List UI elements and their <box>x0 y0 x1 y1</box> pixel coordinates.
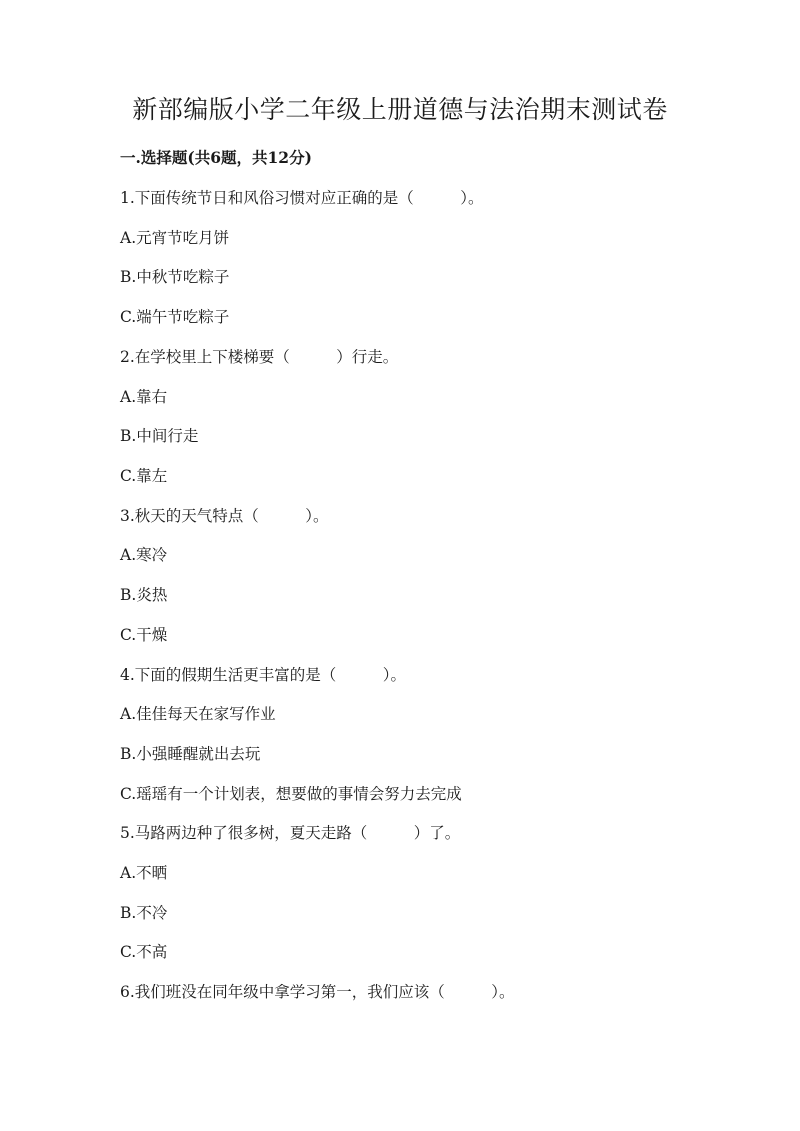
question-option: C.干燥 <box>120 626 168 644</box>
question-option: B.炎热 <box>120 586 168 604</box>
question-stem: 1.下面传统节日和风俗习惯对应正确的是（ ）。 <box>120 189 484 207</box>
question-option: C.瑶瑶有一个计划表，想要做的事情会努力去完成 <box>120 785 462 803</box>
question-option: A.元宵节吃月饼 <box>120 229 230 247</box>
question-stem: 2.在学校里上下楼梯要（ ）行走。 <box>120 348 399 366</box>
question-option: B.不冷 <box>120 904 168 922</box>
question-option: C.靠左 <box>120 467 168 485</box>
question-option: B.中秋节吃粽子 <box>120 268 230 286</box>
question-stem: 3.秋天的天气特点（ ）。 <box>120 507 329 525</box>
question-option: B.中间行走 <box>120 427 199 445</box>
question-option: A.不晒 <box>120 864 168 882</box>
question-option: B.小强睡醒就出去玩 <box>120 745 261 763</box>
question-stem: 5.马路两边种了很多树，夏天走路（ ）了。 <box>120 824 461 842</box>
section-heading: 一.选择题(共6题，共12分) <box>120 148 312 167</box>
question-option: C.端午节吃粽子 <box>120 308 230 326</box>
question-option: A.靠右 <box>120 388 168 406</box>
question-option: A.寒冷 <box>120 546 168 564</box>
exam-title: 新部编版小学二年级上册道德与法治期末测试卷 <box>132 95 668 124</box>
question-option: C.不高 <box>120 943 168 961</box>
question-option: A.佳佳每天在家写作业 <box>120 705 276 723</box>
question-stem: 6.我们班没在同年级中拿学习第一，我们应该（ ）。 <box>120 983 515 1001</box>
question-stem: 4.下面的假期生活更丰富的是（ ）。 <box>120 666 407 684</box>
